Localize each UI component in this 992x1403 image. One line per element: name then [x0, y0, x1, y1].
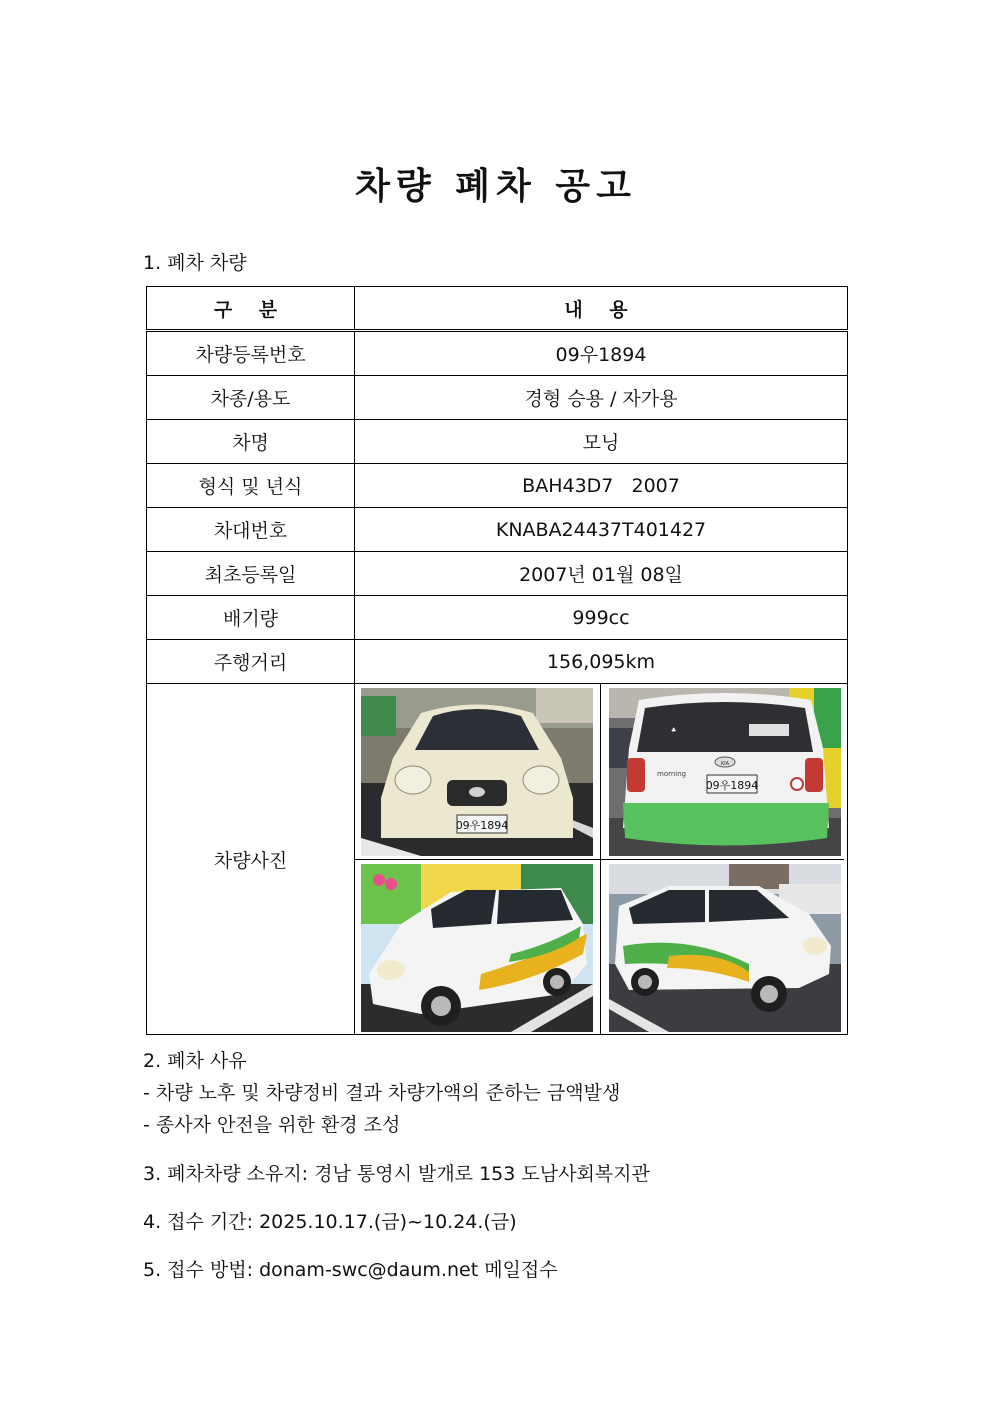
- row-label: 차명: [147, 420, 355, 464]
- row-value: 09우1894: [355, 331, 848, 376]
- car-front-image: [361, 688, 593, 856]
- table-row: [147, 420, 848, 464]
- photo-grid: [355, 684, 844, 1034]
- section2-item: - 차량 노후 및 차량정비 결과 차량가액의 준하는 금액발생: [143, 1082, 621, 1104]
- section4-period: 4. 접수 기간: 2025.10.17.(금)~10.24.(금): [143, 1211, 517, 1233]
- rear-brand-text: KIA: [720, 761, 729, 767]
- photo-grid-cell: [355, 684, 848, 1035]
- section5-method: 5. 접수 방법: donam-swc@daum.net 메일접수: [143, 1259, 558, 1281]
- car-left-image: [361, 864, 593, 1032]
- row-label: 차종/용도: [147, 376, 355, 420]
- row-label: 형식 및 년식: [147, 464, 355, 508]
- table-row: [147, 331, 848, 376]
- photo-row: [147, 684, 848, 1035]
- table-row: [147, 552, 848, 596]
- row-label: 차량등록번호: [147, 331, 355, 376]
- svg-text:♣: ♣: [670, 727, 676, 734]
- section1-heading: 1. 폐차 차량: [143, 252, 247, 274]
- row-label: 주행거리: [147, 640, 355, 684]
- row-value: BAH43D7 2007: [355, 464, 848, 508]
- front-plate-text: 09우1894: [455, 819, 509, 832]
- car-rear-image: [609, 688, 841, 856]
- table-row: [147, 464, 848, 508]
- table-row: [147, 376, 848, 420]
- table-row: [147, 640, 848, 684]
- row-value: 999cc: [355, 596, 848, 640]
- vehicle-spec-table: [146, 286, 848, 1035]
- car-photo-front: [355, 684, 600, 859]
- rear-model-text: morning: [656, 770, 686, 778]
- row-label: 배기량: [147, 596, 355, 640]
- row-label: 차대번호: [147, 508, 355, 552]
- section2-heading: 2. 폐차 사유: [143, 1050, 247, 1072]
- row-value: 경형 승용 / 자가용: [355, 376, 848, 420]
- row-value: 2007년 01월 08일: [355, 552, 848, 596]
- car-photo-right: [600, 859, 845, 1034]
- table-header-row: [147, 287, 848, 331]
- rear-plate-text: 09우1894: [705, 779, 758, 792]
- table-row: [147, 596, 848, 640]
- row-value: 모닝: [355, 420, 848, 464]
- row-value: 156,095km: [355, 640, 848, 684]
- row-label: 최초등록일: [147, 552, 355, 596]
- car-right-image: [609, 864, 841, 1032]
- section2-item: - 종사자 안전을 위한 환경 조성: [143, 1114, 401, 1136]
- table-row: [147, 508, 848, 552]
- header-category: 구 분: [147, 287, 355, 331]
- section3-owner-location: 3. 폐차차량 소유지: 경남 통영시 발개로 153 도남사회복지관: [143, 1163, 650, 1185]
- car-photo-left: [355, 859, 600, 1034]
- page-title: 차량 폐차 공고: [355, 166, 637, 207]
- car-photo-rear: [600, 684, 845, 859]
- photo-row-label: 차량사진: [147, 684, 355, 1035]
- row-value: KNABA24437T401427: [355, 508, 848, 552]
- header-content: 내 용: [355, 287, 848, 331]
